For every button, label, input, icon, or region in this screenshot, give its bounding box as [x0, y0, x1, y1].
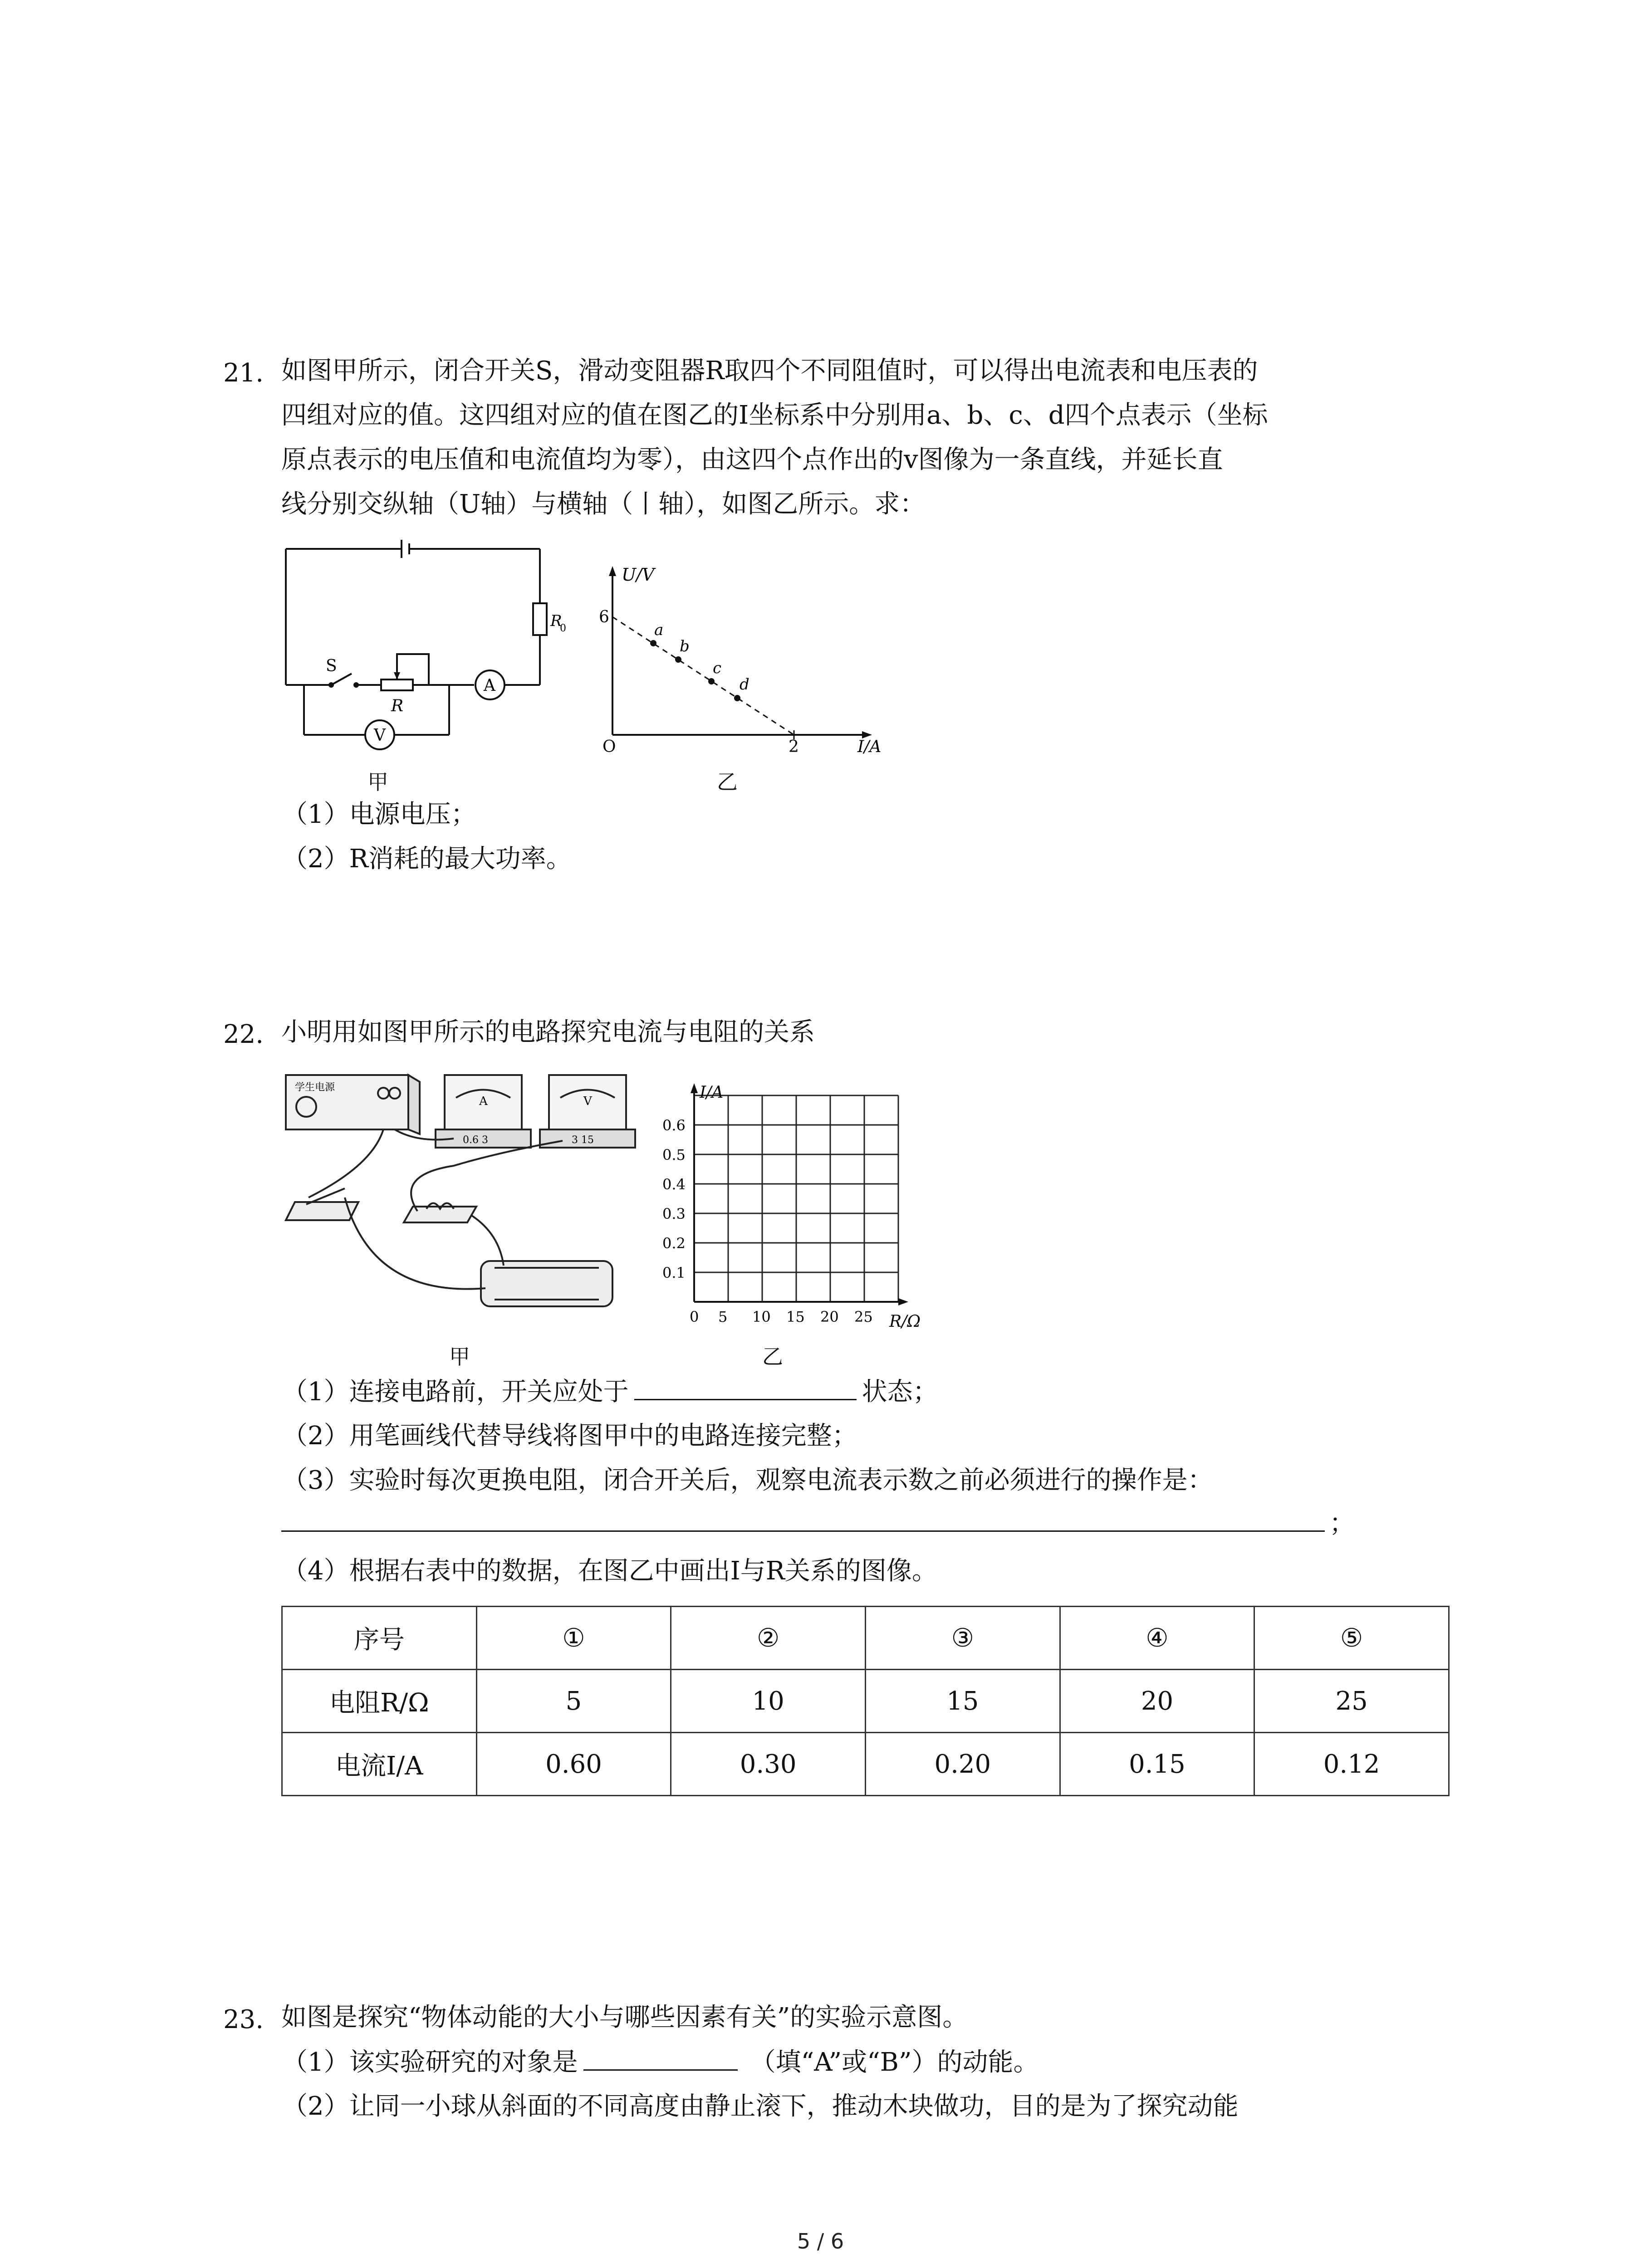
table-cell: 0.20: [865, 1733, 1060, 1796]
q22-sub-4: （4）根据右表中的数据，在图乙中画出I与R关系的图像。: [282, 1556, 937, 1586]
q23-sub-1: [282, 2049, 1039, 2075]
r0-label: R: [550, 612, 562, 630]
q21-stem-line-3: 原点表示的电压值和电流值均为零），由这四个点作出的v图像为一条直线，并延长直: [281, 445, 1223, 474]
q22-grid-chart: [649, 1080, 930, 1334]
table-cell: ③: [865, 1607, 1060, 1670]
ammeter-symbol: A: [484, 676, 495, 695]
q23-sub-1-text: （1）该实验研究的对象是: [282, 2048, 578, 2077]
table-cell: 电流I/A: [282, 1733, 477, 1796]
table-cell: ②: [671, 1607, 866, 1670]
page-number: 5 / 6: [797, 2229, 844, 2253]
ammeter-terminals: 0.6 3: [463, 1134, 488, 1146]
grid-x-tick-label: 0: [690, 1308, 699, 1325]
grid-y-tick-label: 0.6: [662, 1117, 686, 1134]
q22-sub-3-answer: [281, 1510, 1355, 1536]
research-object-blank[interactable]: [583, 2049, 738, 2071]
q21-fig-yi-caption: 乙: [717, 770, 738, 794]
q22-sub-1-end: 状态；: [862, 1377, 938, 1407]
grid-y-axis-label: I/A: [700, 1083, 724, 1102]
q22-fig-yi-caption: 乙: [762, 1344, 783, 1369]
q21-number: 21.: [223, 358, 264, 388]
switch-label: S: [326, 657, 337, 675]
table-cell: 0.60: [476, 1733, 671, 1796]
q22-stem: 小明用如图甲所示的电路探究电流与电阻的关系: [281, 1017, 815, 1047]
q22-apparatus-illustration: [281, 1061, 653, 1334]
x-axis-label: I/A: [857, 738, 882, 756]
q21-sub-2: （2）R消耗的最大功率。: [282, 844, 572, 874]
q21-circuit-diagram: [272, 535, 566, 748]
rheostat-label: R: [391, 697, 404, 715]
grid-x-tick-label: 10: [752, 1308, 771, 1325]
voltmeter-symbol: V: [374, 726, 386, 745]
table-row: [282, 1733, 1449, 1796]
table-cell: 电阻R/Ω: [282, 1670, 477, 1733]
q23-stem: 如图是探究“物体动能的大小与哪些因素有关”的实验示意图。: [281, 2003, 968, 2032]
q22-sub-3-end: ；: [1329, 1509, 1355, 1538]
q22-sub-2: （2）用笔画线代替导线将图甲中的电路连接完整；: [282, 1421, 857, 1451]
q22-fig-jia-caption: 甲: [449, 1344, 470, 1369]
grid-y-tick-label: 0.3: [662, 1205, 686, 1222]
grid-y-tick-label: 0.5: [662, 1146, 686, 1163]
voltmeter-terminals: 3 15: [572, 1134, 594, 1146]
operation-answer-blank[interactable]: [281, 1510, 1325, 1532]
q22-data-table: [281, 1606, 1450, 1796]
grid-x-tick-label: 20: [820, 1308, 839, 1325]
table-cell: ①: [476, 1607, 671, 1670]
y-tick-6: 6: [599, 608, 609, 626]
power-supply-label: 学生电源: [295, 1082, 335, 1093]
point-b-label: b: [680, 637, 690, 655]
table-cell: 15: [865, 1670, 1060, 1733]
q22-sub-1: [282, 1379, 938, 1405]
q23-sub-1-end: （填“A”或“B”）的动能。: [750, 2048, 1039, 2077]
grid-y-tick-label: 0.1: [662, 1264, 686, 1281]
q23-number: 23.: [223, 2005, 264, 2034]
switch-state-blank[interactable]: [634, 1379, 857, 1400]
table-cell: 0.30: [671, 1733, 866, 1796]
grid-y-tick-label: 0.4: [662, 1176, 686, 1193]
table-cell: ④: [1060, 1607, 1254, 1670]
q21-sub-1: （1）电源电压；: [282, 800, 476, 829]
r0-subscript: 0: [560, 623, 566, 634]
grid-x-tick-label: 5: [718, 1308, 728, 1325]
table-row: [282, 1670, 1449, 1733]
q23-sub-2: （2）让同一小球从斜面的不同高度由静止滚下，推动木块做功，目的是为了探究动能: [282, 2092, 1239, 2121]
q21-stem-line-1: 如图甲所示，闭合开关S，滑动变阻器R取四个不同阻值时，可以得出电流表和电压表的: [281, 356, 1258, 386]
table-cell: 10: [671, 1670, 866, 1733]
grid-x-tick-label: 15: [786, 1308, 805, 1325]
table-cell: 5: [476, 1670, 671, 1733]
q21-ui-graph: [585, 562, 903, 762]
table-row: [282, 1607, 1449, 1670]
table-cell: 序号: [282, 1607, 477, 1670]
q22-sub-1-text: （1）连接电路前，开关应处于: [282, 1377, 629, 1407]
table-cell: 0.12: [1254, 1733, 1449, 1796]
ammeter-face-label: A: [479, 1095, 488, 1108]
q21-fig-jia-caption: 甲: [367, 770, 388, 794]
table-cell: 25: [1254, 1670, 1449, 1733]
grid-x-tick-label: 25: [854, 1308, 873, 1325]
x-tick-2: 2: [789, 738, 799, 756]
q22-sub-3: （3）实验时每次更换电阻，闭合开关后，观察电流表示数之前必须进行的操作是：: [282, 1466, 1213, 1495]
y-axis-label: U/V: [622, 565, 655, 585]
point-a-label: a: [654, 621, 664, 639]
voltmeter-face-label: V: [583, 1095, 592, 1108]
table-cell: 20: [1060, 1670, 1254, 1733]
grid-y-tick-label: 0.2: [662, 1235, 686, 1252]
table-cell: ⑤: [1254, 1607, 1449, 1670]
point-d-label: d: [740, 675, 749, 694]
table-cell: 0.15: [1060, 1733, 1254, 1796]
q21-stem-line-4: 线分别交纵轴（U轴）与横轴（丨轴），如图乙所示。求：: [281, 489, 926, 519]
q22-number: 22.: [223, 1020, 264, 1049]
origin-label: O: [603, 738, 616, 756]
grid-x-axis-label: R/Ω: [889, 1312, 921, 1331]
point-c-label: c: [713, 659, 722, 677]
q21-stem-line-2: 四组对应的值。这四组对应的值在图乙的I坐标系中分别用a、b、c、d四个点表示（坐标: [281, 401, 1268, 430]
